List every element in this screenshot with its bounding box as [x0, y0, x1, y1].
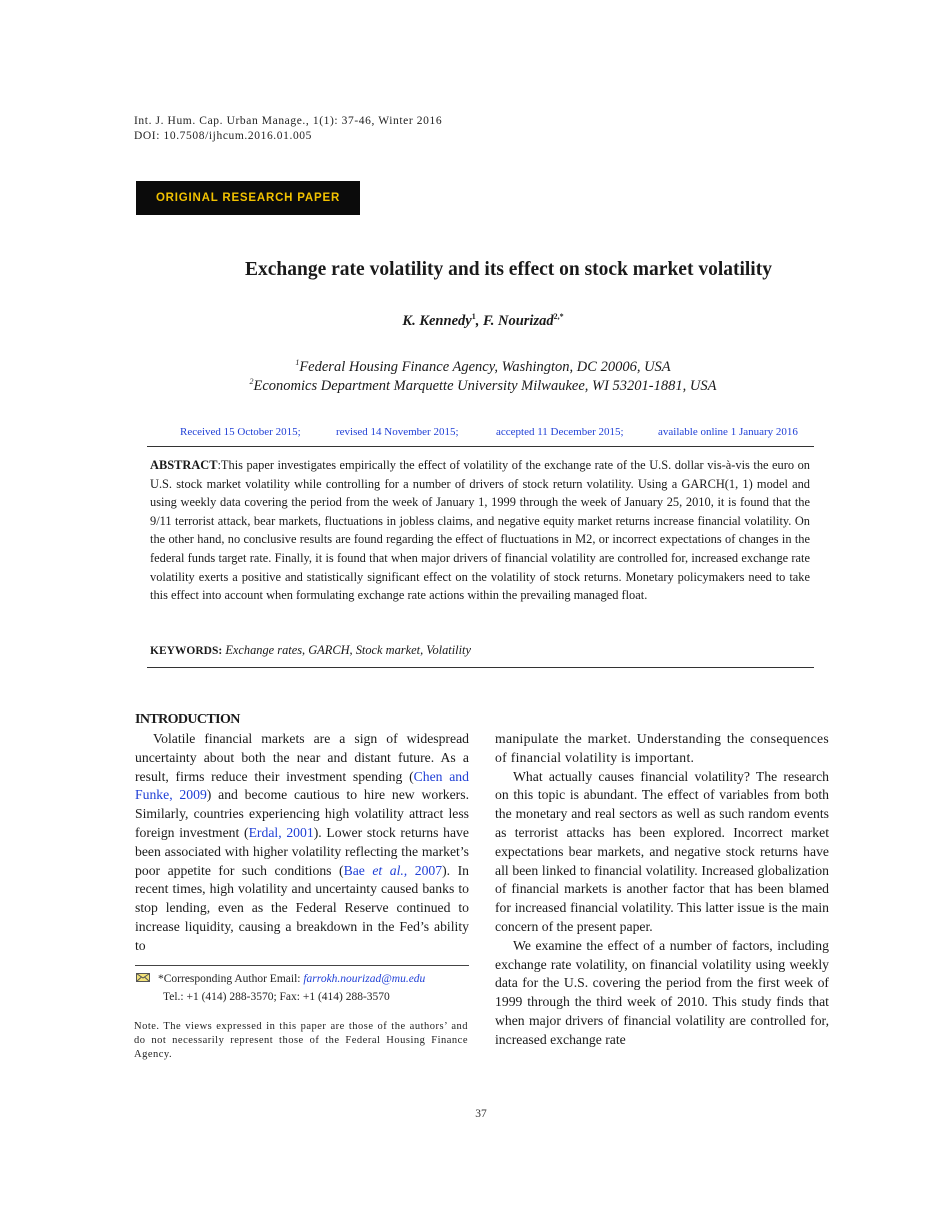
body-column-right — [495, 730, 829, 1050]
corresponding-email-line — [136, 970, 425, 988]
abstract — [150, 456, 810, 605]
disclaimer-note: Note. The views expressed in this paper are those of the authors’ and do not necessarily represent those of the Federal Housing Finance Agency. — [134, 1021, 468, 1061]
body-paragraph — [135, 730, 469, 956]
affiliation-mark: 2 — [249, 377, 254, 386]
body-text: Volatile financial markets are a sign of widespread uncertainty about both the near and distant future. As a result, firms reduce their investment spending ( — [135, 731, 469, 784]
journal-doi: DOI: 10.7508/ijhcum.2016.01.005 — [134, 129, 312, 142]
body-paragraph: What actually causes financial volatility? The research on this topic is abundant. The effect of variables from both the monetary and real sectors as well as such random events as terrorist attacks has been explored. Incorrect market expectations bear markets, and negative stock returns have all been linked to financial volatility. Increased globalization of financial markets is another factor that has been blamed for increased financial volatility. This latter issue is the main concern of the present paper. — [495, 768, 829, 934]
corresponding-author — [136, 970, 425, 1006]
date-revised: revised 14 November 2015; — [336, 426, 459, 438]
paper-type-badge: ORIGINAL RESEARCH PAPER — [136, 181, 360, 215]
citation-author: Bae — [343, 862, 373, 878]
abstract-top-rule — [147, 446, 814, 447]
author-affiliation-mark: 2,* — [553, 312, 564, 321]
abstract-text: :This paper investigates empirically the effect of volatility of the exchange rate of the U.S. dollar vis-à-vis the euro on U.S. stock market volatility while controlling for a number of drivers of stock return volatility. Using a GARCH(1, 1) model and using weekly data covering the period from the week of January 1, 1999 through the week of January 25, 2010, it is found that the 9/11 terrorist attack, bear markets, fluctuations in jobless claims, and negative equity market returns increase financial volatility. On the other hand, no conclusive results are found regarding the effect of fluctuations in M2, or incorrect expectations of changes in the federal funds target rate. Finally, it is found that when major drivers of financial volatility are controlled for, increased exchange rate volatility exerts a positive and statistically significant effect on the volatility of stock returns. Monetary policymakers need to take this effect into account when formulating exchange rate actions within the prevailing managed float. — [150, 458, 810, 603]
section-heading: INTRODUCTION — [135, 712, 240, 727]
abstract-bottom-rule — [147, 667, 814, 668]
abstract-label: ABSTRACT — [150, 458, 218, 472]
keywords — [150, 643, 471, 658]
affiliation-2 — [0, 377, 952, 395]
affiliation-1 — [0, 358, 952, 376]
affiliation-text: Economics Department Marquette University Milwaukee, WI 53201-1881, USA — [253, 377, 717, 394]
citation-year: 2007 — [407, 862, 443, 878]
envelope-icon — [136, 973, 150, 982]
corresponding-phone: Tel.: +1 (414) 288-3570; Fax: +1 (414) 288-3570 — [163, 991, 390, 1003]
author-affiliation-mark: 1 — [471, 312, 476, 321]
citation-link[interactable]: Chen and Funke, 2009 — [135, 768, 469, 803]
journal-header — [134, 114, 442, 143]
date-online: available online 1 January 2016 — [658, 426, 798, 438]
author-list — [0, 312, 952, 330]
keywords-text: Exchange rates, GARCH, Stock market, Volatility — [225, 643, 472, 657]
page-number: 37 — [475, 1108, 487, 1120]
body-text: ). Lower stock returns have been associated with higher volatility reflecting the market’s poor appetite for such conditions ( — [135, 824, 469, 878]
affiliation-mark: 1 — [295, 358, 300, 367]
body-text: ) and become cautious to hire new workers. Similarly, countries experiencing high volatility attract less foreign investment ( — [135, 787, 469, 840]
citation-etal: et al., — [372, 862, 408, 878]
author-name: K. Kennedy — [402, 312, 472, 329]
date-received: Received 15 October 2015; — [180, 426, 301, 438]
date-accepted: accepted 11 December 2015; — [496, 426, 624, 438]
body-paragraph: We examine the effect of a number of factors, including exchange rate volatility, on financial volatility using weekly data for the U.S. covering the period from the first week of 1999 through the third week of 2010. This study finds that when major drivers of financial volatility are controlled for, increased exchange rate — [495, 937, 829, 1047]
footnote-rule — [135, 965, 469, 966]
affiliation-text: Federal Housing Finance Agency, Washington, DC 20006, USA — [299, 358, 671, 375]
body-text: ). In recent times, high volatility and uncertainty caused banks to stop lending, even as the Federal Reserve continued to increase liquidity, causing a breakdown in the Fed’s ability to — [135, 862, 470, 953]
author-name: F. Nourizad — [482, 312, 554, 329]
journal-citation: Int. J. Hum. Cap. Urban Manage., 1(1): 37-46, Winter 2016 — [134, 115, 443, 127]
paper-title: Exchange rate volatility and its effect on stock market volatility — [245, 259, 772, 280]
body-paragraph: manipulate the market. Understanding the consequences of financial volatility is important. — [495, 731, 829, 765]
body-column-left — [135, 730, 469, 956]
citation-link[interactable] — [344, 863, 443, 878]
corresponding-email[interactable]: farrokh.nourizad@mu.edu — [303, 973, 426, 985]
citation-link[interactable]: Erdal, 2001 — [248, 824, 314, 840]
keywords-label: KEYWORDS: — [150, 645, 223, 657]
author-separator: , — [475, 312, 483, 329]
corresponding-label: *Corresponding Author Email: — [158, 973, 304, 985]
